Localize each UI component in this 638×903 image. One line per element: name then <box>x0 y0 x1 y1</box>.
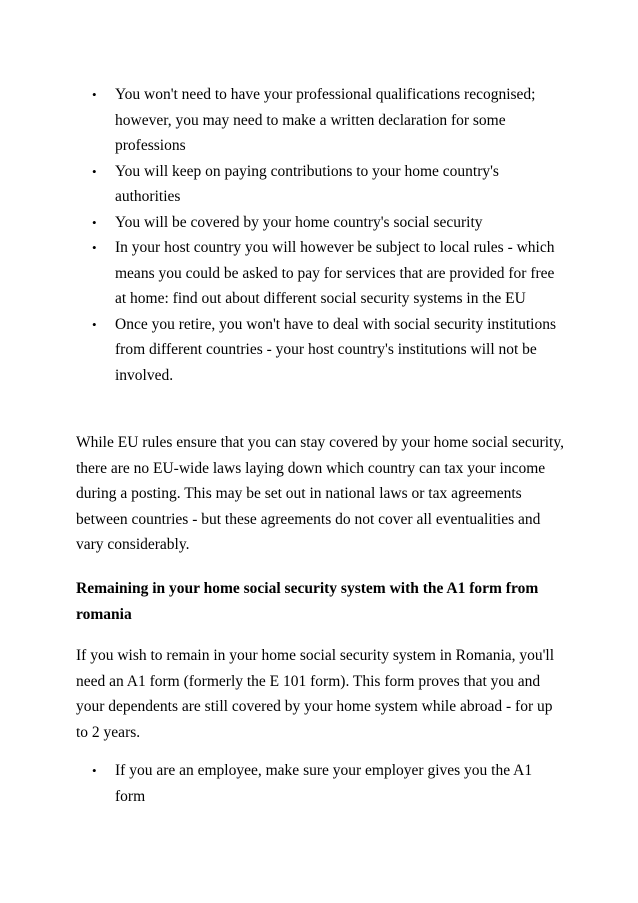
list-item <box>0 235 638 312</box>
bullet-icon: • <box>92 163 97 179</box>
list-item-text: In your host country you will however be subject to local rules - which means you could be asked to pay for services that are provided for free at home: find out about different social security systems in the EU <box>115 239 555 307</box>
list-item <box>0 758 638 809</box>
section-heading: Remaining in your home social security system with the A1 form from romania <box>76 580 539 623</box>
bullet-list-employee <box>0 758 638 809</box>
list-item-text: You won't need to have your professional qualifications recognised; however, you may need to make a written declaration for some professions <box>115 86 536 154</box>
a1-form-paragraph: If you wish to remain in your home social security system in Romania, you'll need an A1 form (formerly the E 101 form). This form proves that you and your dependents are still covered by your home system while abroad - for up to 2 years. <box>76 647 555 741</box>
bullet-list-conditions <box>0 82 638 388</box>
list-item-text: Once you retire, you won't have to deal with social security institutions from different countries - your host country's institutions will not be involved. <box>115 315 557 384</box>
list-item-text: If you are an employee, make sure your employer gives you the A1 form <box>115 762 533 805</box>
bullet-icon: • <box>92 214 97 230</box>
list-item-text: You will be covered by your home country's social security <box>115 213 483 231</box>
list-item <box>0 159 638 210</box>
tax-paragraph: While EU rules ensure that you can stay covered by your home social security, there are no EU-wide laws laying down which country can tax your income during a posting. This may be set out in national laws or tax agreements between countries - but these agreements do not cover all eventualities and vary considerably. <box>76 434 564 553</box>
bullet-icon: • <box>92 763 97 778</box>
list-item <box>0 312 638 389</box>
bullet-icon: • <box>92 87 97 102</box>
list-item-text: You will keep on paying contributions to your home country's authorities <box>115 162 499 205</box>
bullet-icon: • <box>92 240 97 255</box>
bullet-icon: • <box>92 316 97 332</box>
list-item <box>0 210 638 236</box>
list-item <box>0 82 638 159</box>
